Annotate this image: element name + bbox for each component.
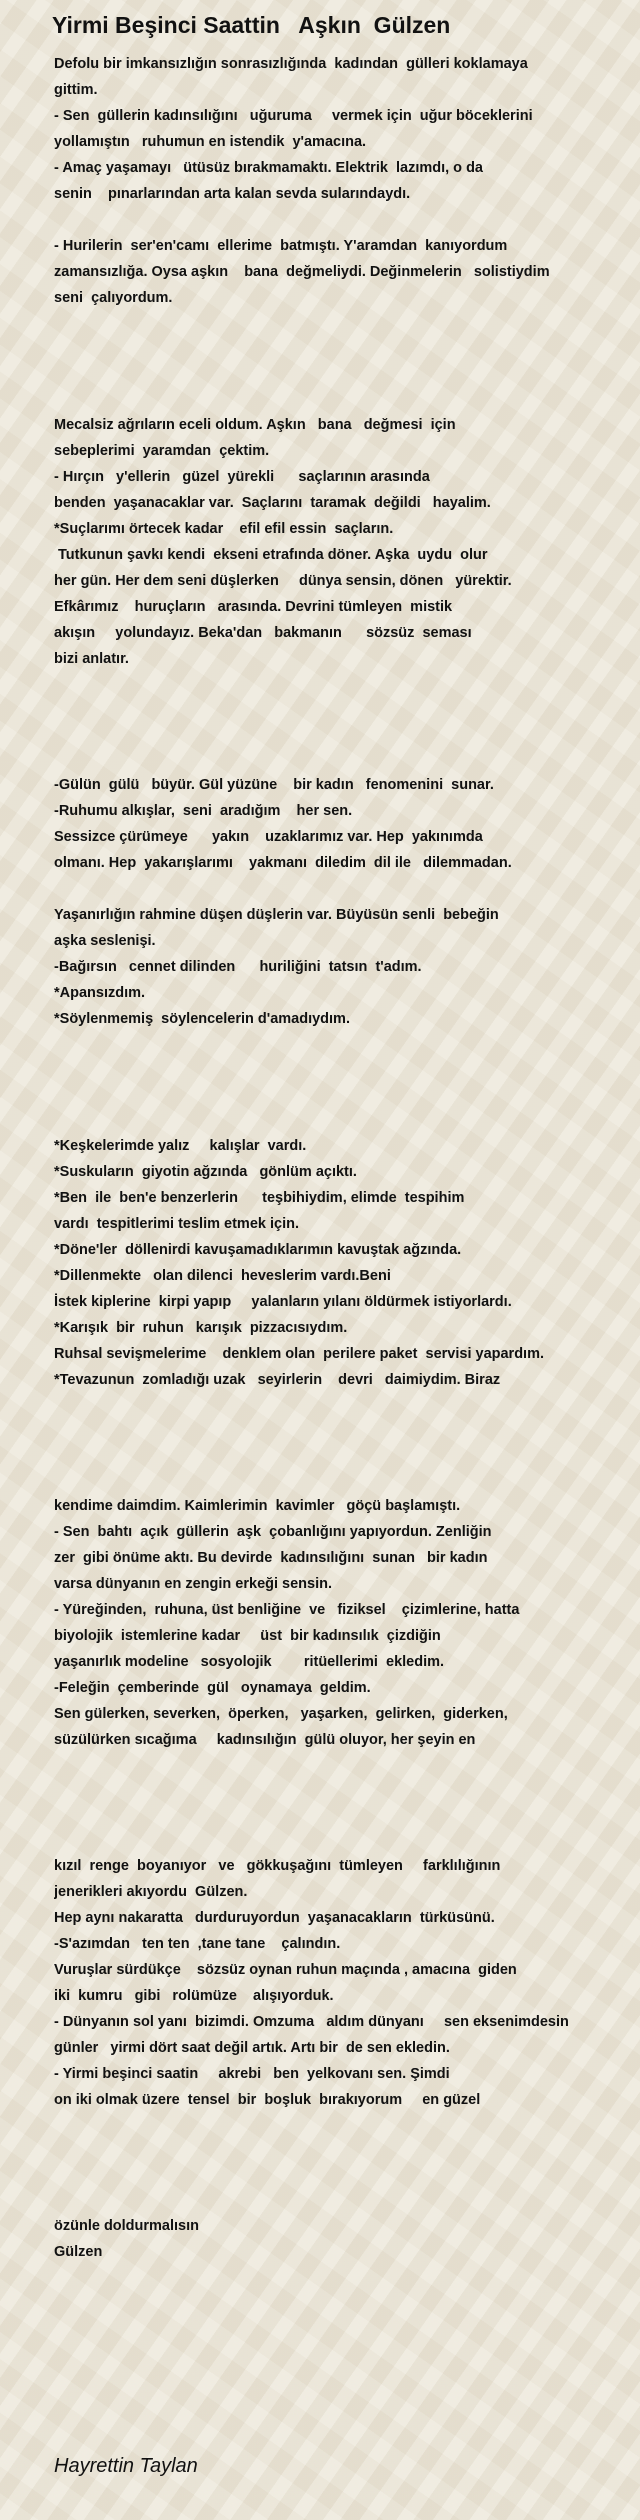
poem-line: - Hırçın y'ellerin güzel yürekli saçlarının arasında xyxy=(54,469,430,485)
poem-line: *Suçlarımı örtecek kadar efil efil essin saçların. xyxy=(54,521,394,537)
poem-line: -Bağırsın cennet dilinden huriliğini tatsın t'adım. xyxy=(54,959,422,975)
poem-line: kızıl renge boyanıyor ve gökkuşağını tümleyen farklılığının xyxy=(54,1858,501,1874)
poem-line: *Söylenmemiş söylencelerin d'amadıydım. xyxy=(54,1011,350,1027)
poem-line: Efkârımız huruçların arasında. Devrini tümleyen mistik xyxy=(54,599,453,615)
poem-line: *Dillenmekte olan dilenci heveslerim vardı.Beni xyxy=(54,1268,391,1284)
poem-line: -Gülün gülü büyür. Gül yüzüne bir kadın fenomenini sunar. xyxy=(54,777,494,793)
poem-line: Yaşanırlığın rahmine düşen düşlerin var. Büyüsün senli bebeğin xyxy=(54,907,499,923)
poem-line: Sessizce çürümeye yakın uzaklarımız var. Hep yakınımda xyxy=(54,829,483,845)
stanza-1 xyxy=(54,51,629,311)
stanza-5 xyxy=(54,1493,629,1753)
poem-line: Sen gülerken, severken, öperken, yaşarken, gelirken, giderken, xyxy=(54,1706,508,1722)
poem-line: seni çalıyordum. xyxy=(54,290,173,306)
poem-line: *Ben ile ben'e benzerlerin teşbihiydim, elimde tespihim xyxy=(54,1190,465,1206)
poem-line: Gülzen xyxy=(54,2244,103,2260)
poem-line: biyolojik istemlerine kadar üst bir kadınsılık çizdiğin xyxy=(54,1628,441,1644)
poem-line: - Hurilerin ser'en'camı ellerime batmıştı. Y'aramdan kanıyordum xyxy=(54,238,508,254)
poem-line: vardı tespitlerimi teslim etmek için. xyxy=(54,1216,299,1232)
poem-line: zamansızlığa. Oysa aşkın bana değmeliydi. Değinmelerin solistiydim xyxy=(54,264,550,280)
poem-line: jenerikleri akıyordu Gülzen. xyxy=(54,1884,248,1900)
poem-line: *Döne'ler döllenirdi kavuşamadıklarımın kavuştak ağzında. xyxy=(54,1242,462,1258)
poem-line xyxy=(54,207,629,233)
poem-line: on iki olmak üzere tensel bir boşluk bırakıyorum en güzel xyxy=(54,2092,481,2108)
poem-line: sebeplerimi yaramdan çektim. xyxy=(54,443,270,459)
poem-line: Hep aynı nakaratta durduruyordun yaşanacakların türküsünü. xyxy=(54,1910,495,1926)
poem-title: Yirmi Beşinci Saattin Aşkın Gülzen xyxy=(52,12,451,38)
poem-line: süzülürken sıcağıma kadınsılığın gülü oluyor, her şeyin en xyxy=(54,1732,476,1748)
poem-line: kendime daimdim. Kaimlerimin kavimler göçü başlamıştı. xyxy=(54,1498,461,1514)
poem-line: İstek kiplerine kirpi yapıp yalanların yılanı öldürmek istiyorlardı. xyxy=(54,1294,512,1310)
poem-line: yollamıştın ruhumun en istendik y'amacına. xyxy=(54,134,367,150)
poem-line: Ruhsal sevişmelerime denklem olan perilere paket servisi yapardım. xyxy=(54,1346,545,1362)
stanza-2 xyxy=(54,412,629,672)
poem-line: *Keşkelerimde yalız kalışlar vardı. xyxy=(54,1138,307,1154)
poem-line: her gün. Her dem seni düşlerken dünya sensin, dönen yürektir. xyxy=(54,573,512,589)
poem-line: - Sen bahtı açık güllerin aşk çobanlığını yapıyordun. Zenliğin xyxy=(54,1524,492,1540)
poem-line: günler yirmi dört saat değil artık. Artı bir de sen ekledin. xyxy=(54,2040,450,2056)
poem-line: olmanı. Hep yakarışlarımı yakmanı diledim dil ile dilemmadan. xyxy=(54,855,512,871)
poem-line: benden yaşanacaklar var. Saçlarını taramak değildi hayalim. xyxy=(54,495,491,511)
poem-line: -S'azımdan ten ten ,tane tane çalındın. xyxy=(54,1936,341,1952)
poem-line xyxy=(54,876,629,902)
poem-line: Vuruşlar sürdükçe sözsüz oynan ruhun maçında , amacına giden xyxy=(54,1962,517,1978)
poem-line: yaşanırlık modeline sosyolojik ritüellerimi ekledim. xyxy=(54,1654,445,1670)
stanza-4 xyxy=(54,1133,629,1393)
stanza-6 xyxy=(54,1853,629,2113)
poem-line: - Sen güllerin kadınsılığını uğuruma vermek için uğur böceklerini xyxy=(54,108,533,124)
poem-line: akışın yolundayız. Beka'dan bakmanın sözsüz seması xyxy=(54,625,472,641)
poem-line: Mecalsiz ağrıların eceli oldum. Aşkın bana değmesi için xyxy=(54,417,456,433)
poem-line: aşka seslenişi. xyxy=(54,933,156,949)
poem-line: *Tevazunun zomladığı uzak seyirlerin devri daimiydim. Biraz xyxy=(54,1372,501,1388)
poem-line: gittim. xyxy=(54,82,98,98)
poem-line: varsa dünyanın en zengin erkeği sensin. xyxy=(54,1576,333,1592)
poem-line: Tutkunun şavkı kendi ekseni etrafında döner. Aşka uydu olur xyxy=(54,547,488,563)
poem-line: *Suskuların giyotin ağzında gönlüm açıktı. xyxy=(54,1164,357,1180)
poem-line: Defolu bir imkansızlığın sonrasızlığında kadından gülleri koklamaya xyxy=(54,56,528,72)
poem-line: -Ruhumu alkışlar, seni aradığım her sen. xyxy=(54,803,353,819)
stanza-3 xyxy=(54,772,629,1032)
poem-line: zer gibi önüme aktı. Bu devirde kadınsılığını sunan bir kadın xyxy=(54,1550,488,1566)
poem-line: - Dünyanın sol yanı bizimdi. Omzuma aldım dünyanı sen eksenimdesin xyxy=(54,2014,569,2030)
poem-line: - Yüreğinden, ruhuna, üst benliğine ve fiziksel çizimlerine, hatta xyxy=(54,1602,520,1618)
poem-line: senin pınarlarından arta kalan sevda sularındaydı. xyxy=(54,186,411,202)
poem-line: - Amaç yaşamayı ütüsüz bırakmamaktı. Elektrik lazımdı, o da xyxy=(54,160,483,176)
poem-line: - Yirmi beşinci saatin akrebi ben yelkovanı sen. Şimdi xyxy=(54,2066,450,2082)
poem-line: bizi anlatır. xyxy=(54,651,129,667)
poem-line: iki kumru gibi rolümüze alışıyorduk. xyxy=(54,1988,334,2004)
author-signature: Hayrettin Taylan xyxy=(54,2455,198,2477)
poem-line: -Feleğin çemberinde gül oynamaya geldim. xyxy=(54,1680,371,1696)
poem-line: *Karışık bir ruhun karışık pizzacısıydım. xyxy=(54,1320,348,1336)
poem-line: özünle doldurmalısın xyxy=(54,2218,200,2234)
poem-line: *Apansızdım. xyxy=(54,985,146,1001)
stanza-7 xyxy=(54,2213,629,2265)
